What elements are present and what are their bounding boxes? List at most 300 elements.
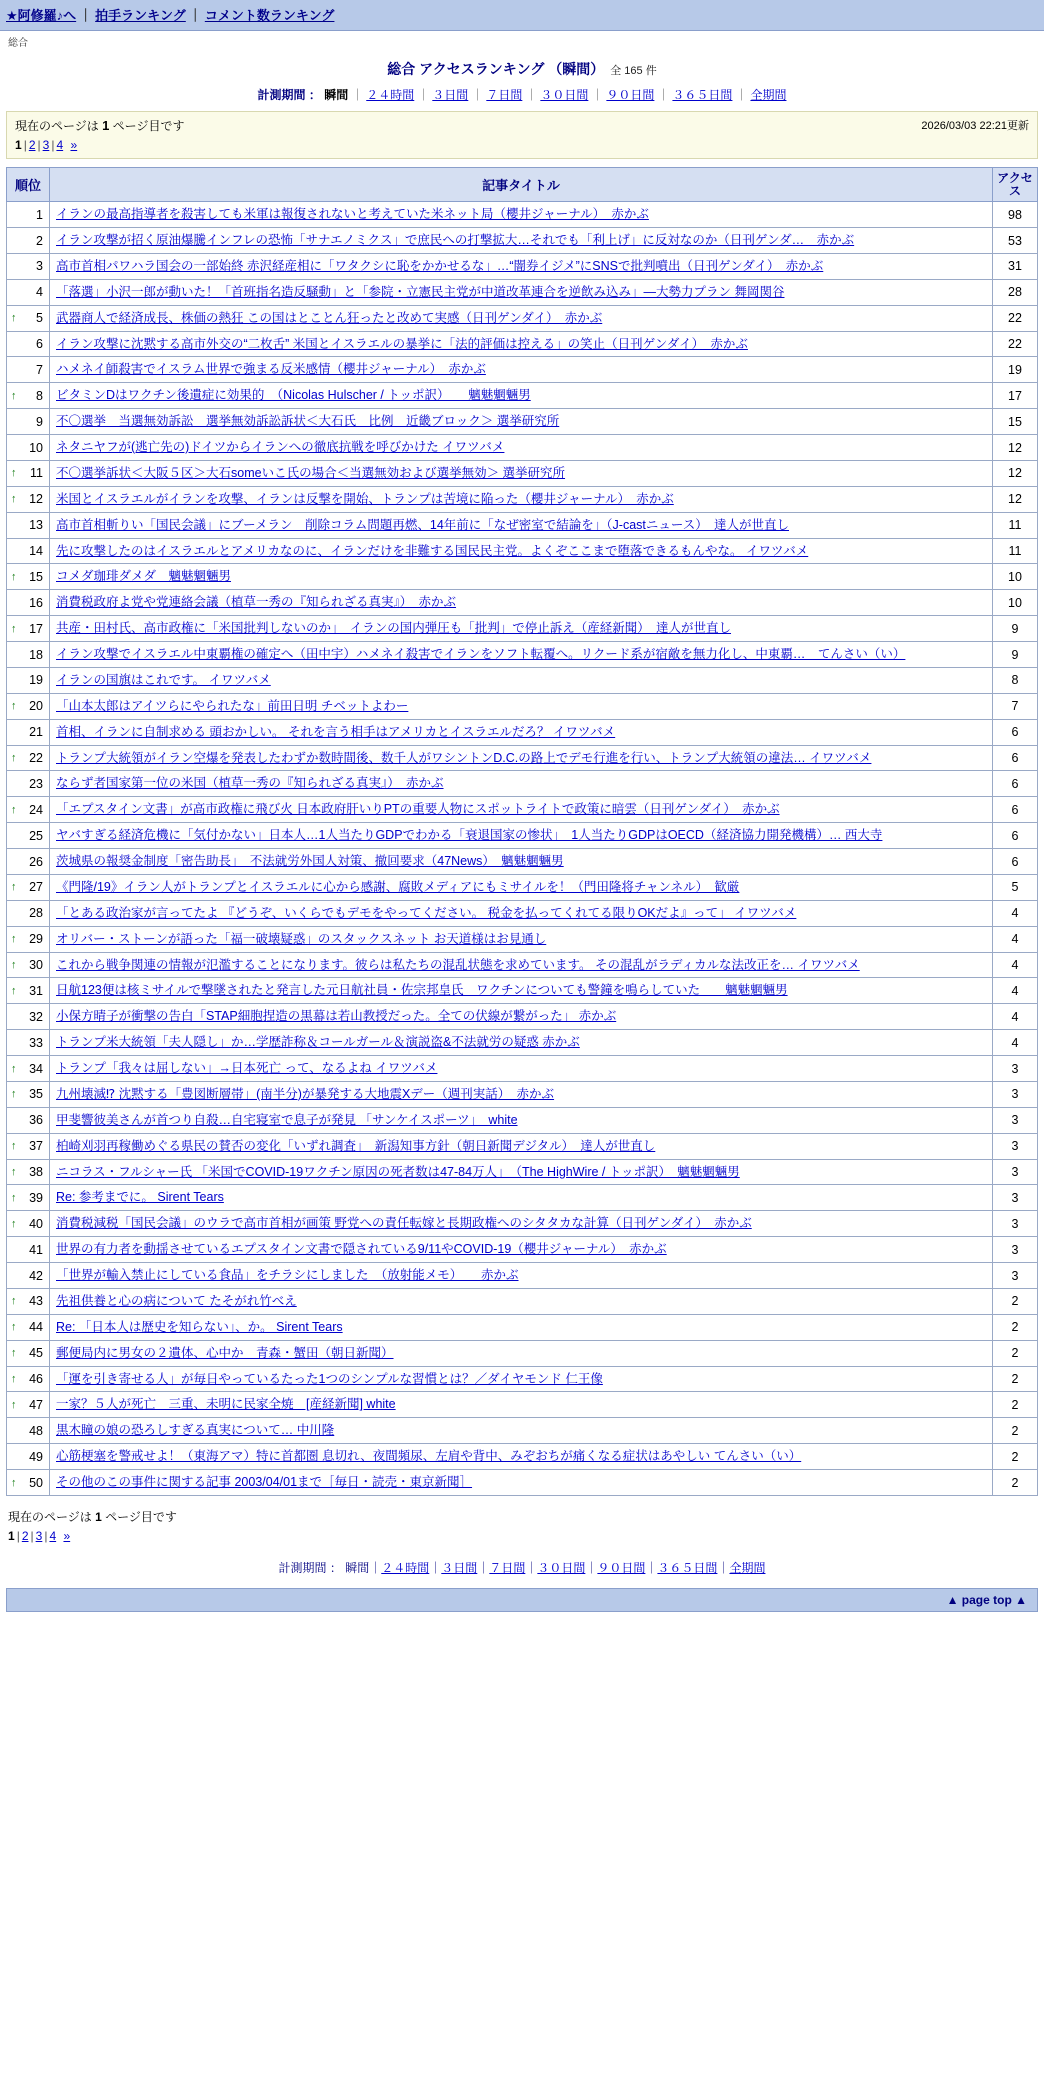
rank-cell <box>7 460 50 486</box>
period-option-all-bottom[interactable]: 全期間 <box>729 1560 766 1575</box>
access-count-cell: 22 <box>993 331 1038 357</box>
page-title-text: 総合 アクセスランキング （瞬間） <box>387 61 605 77</box>
period-option-3d-bottom[interactable]: ３日間 <box>441 1560 478 1575</box>
article-title-link[interactable]: 高市首相パワハラ国会の一部始終 赤沢経産相に「ワタクシに恥をかかせるな」…“闇券イジメ”にSNSで批判噴出（日刊ゲンダイ） 赤かぶ <box>56 258 824 273</box>
period-option-90d-top[interactable]: ９０日間 <box>606 88 655 102</box>
access-count-cell: 6 <box>993 719 1038 745</box>
rank-up-arrow-icon: ↑ <box>11 1295 17 1308</box>
article-title-link[interactable]: 黒木瞳の娘の恐ろしすぎる真実について… 中川隆 <box>56 1423 335 1438</box>
rank-number: 4 <box>36 285 43 300</box>
rank-up-arrow-icon: ↑ <box>11 984 17 997</box>
page-status-box-top <box>6 111 1038 159</box>
rank-cell <box>7 1418 50 1444</box>
article-title-link[interactable]: ニコラス・フルシャー氏 「米国でCOVID-19ワクチン原因の死者数は47-84万人」 （The HighWire / トッポ訳） 魑魅魍魎男 <box>56 1164 740 1179</box>
rank-cell <box>7 1444 50 1470</box>
rank-up-arrow-icon: ↑ <box>11 881 17 894</box>
rank-cell <box>7 1056 50 1082</box>
access-count-cell: 2 <box>993 1340 1038 1366</box>
rank-number: 38 <box>29 1165 43 1179</box>
title-cell <box>50 797 993 823</box>
period-option-90d-bottom[interactable]: ９０日間 <box>597 1560 646 1575</box>
page-title <box>0 59 1044 79</box>
article-title-link[interactable]: 不〇選挙訴状＜大阪５区＞大石someいこ氏の場合＜当選無効および選挙無効＞ 選挙研究所 <box>56 465 566 480</box>
rank-number: 43 <box>29 1294 43 1309</box>
page-top-bar[interactable] <box>6 1588 1038 1612</box>
period-bar-t3: ｜ <box>471 88 484 102</box>
rank-up-arrow-icon: ↑ <box>11 959 17 971</box>
rank-cell <box>7 900 50 926</box>
article-title-link[interactable]: イランの国旗はこれです。 イワツバメ <box>56 672 271 687</box>
title-cell <box>50 745 993 771</box>
article-title-link[interactable]: 心筋梗塞を警戒せよ！（東海アマ）特に首都圏 息切れ、夜間頻尿、左肩や背中、みぞおちが痛くなる症状はあやしい てんさい（い） <box>56 1449 802 1464</box>
rank-up-arrow-icon: ↑ <box>11 1088 17 1101</box>
table-row <box>7 564 1038 590</box>
article-title-link[interactable]: 不〇選挙 当選無効訴訟 選挙無効訴訟訴状＜大石氏 比例 近畿ブロック＞ 選挙研究所 <box>56 414 560 429</box>
title-cell <box>50 719 993 745</box>
article-title-link[interactable]: 首相、イランに自制求める 頭おかしい。 それを言う相手はアメリカとイスラエルだろ？ イワツバメ <box>56 724 616 739</box>
article-title-link[interactable]: イラン攻撃でイスラエル中東覇権の確定へ（田中宇）ハメネイ殺害でイランをソフト転覆へ。リクード系が宿敵を無力化し、中東覇… てんさい（い） <box>56 647 906 662</box>
article-title-link[interactable]: 九州壊滅⁉ 沈黙する「豊図断層帯」(南半分)が暴発する大地震Xデー（週刊実話） 赤かぶ <box>56 1086 555 1101</box>
rank-number: 46 <box>29 1372 43 1386</box>
rank-cell <box>7 1133 50 1159</box>
rank-number: 14 <box>29 544 43 558</box>
access-count-cell: 2 <box>993 1392 1038 1418</box>
article-title-link[interactable]: これから戦争関連の情報が氾濫することになります。彼らは私たちの混乱状態を求めています。 その混乱がラディカルな法改正を… イワツバメ <box>56 957 860 972</box>
rank-number: 45 <box>29 1346 43 1361</box>
rank-up-arrow-icon: ↑ <box>11 1166 17 1178</box>
title-cell <box>50 900 993 926</box>
rank-cell <box>7 1340 50 1366</box>
title-cell <box>50 1030 993 1056</box>
total-count: 全 165 件 <box>610 65 657 77</box>
article-title-link[interactable]: 甲斐響彼美さんが首つり自殺…自宅寝室で息子が発見 「サンケイスポーツ」 white <box>56 1112 518 1127</box>
current-page-suffix-top: ページ目です <box>109 119 185 133</box>
period-label-top: 計測期間 ： <box>257 88 321 102</box>
title-cell <box>50 435 993 461</box>
rank-number: 30 <box>29 958 43 972</box>
rank-cell <box>7 590 50 616</box>
nav-link-asyura[interactable]: ★阿修羅♪へ <box>6 8 77 23</box>
access-count-cell: 3 <box>993 1159 1038 1185</box>
rank-cell <box>7 849 50 875</box>
table-row <box>7 357 1038 383</box>
access-count-cell: 8 <box>993 667 1038 693</box>
nav-link-comment-ranking[interactable]: コメント数ランキング <box>204 8 335 23</box>
rank-number: 2 <box>36 233 43 248</box>
access-count-cell: 9 <box>993 616 1038 642</box>
pager-page-2-bottom[interactable]: 2 <box>21 1528 29 1543</box>
period-option-3d-top[interactable]: ３日間 <box>432 88 469 102</box>
period-bar-t2: ｜ <box>417 88 430 102</box>
title-cell <box>50 952 993 978</box>
table-row <box>7 460 1038 486</box>
article-title-link[interactable]: オリバー・ストーンが語った「福一破壊疑惑」のスタックスネット お天道様はお見通し <box>56 931 547 946</box>
rank-cell <box>7 1470 50 1496</box>
article-title-link[interactable]: 消費税減税「国民会議」のウラで高市首相が画策 野党への責任転嫁と長期政権へのシタタカな計算（日刊ゲンダイ） 赤かぶ <box>56 1216 752 1231</box>
access-count-cell: 3 <box>993 1081 1038 1107</box>
table-row <box>7 874 1038 900</box>
access-count-cell: 12 <box>993 435 1038 461</box>
article-title-link[interactable]: 「とある政治家が言ってたよ 『どうぞ、いくらでもデモをやってください。 税金を払ってくれてる限りOKだよ』って」 イワツバメ <box>56 905 797 920</box>
rank-number: 20 <box>29 699 43 714</box>
rank-number: 17 <box>29 621 43 636</box>
rank-up-arrow-icon: ↑ <box>11 570 17 583</box>
pager-bottom <box>8 1529 1036 1543</box>
access-count-cell: 2 <box>993 1366 1038 1392</box>
article-title-link[interactable]: 先に攻撃したのはイスラエルとアメリカなのに、イランだけを非難する国民民主党。よくぞここまで堕落できるもんやな。 イワツバメ <box>56 543 809 558</box>
period-selector-bottom <box>0 1559 1044 1576</box>
title-cell <box>50 357 993 383</box>
title-cell <box>50 1392 993 1418</box>
title-cell <box>50 823 993 849</box>
rank-up-arrow-icon: ↑ <box>11 700 17 713</box>
access-count-cell: 11 <box>993 512 1038 538</box>
rank-number: 22 <box>29 751 43 765</box>
article-title-link[interactable]: ビタミンDはワクチン後遺症に効果的 （Nicolas Hulscher / トッポ訳） 魑魅魍魎男 <box>56 388 531 403</box>
period-option-all-top[interactable]: 全期間 <box>750 88 787 102</box>
nav-separator-2: ｜ <box>188 8 202 23</box>
table-row <box>7 331 1038 357</box>
rank-number: 39 <box>29 1190 43 1205</box>
article-title-link[interactable]: 武器商人で経済成長、株価の熱狂 この国はとことん狂ったと改めて実感（日刊ゲンダイ） 赤かぶ <box>56 310 603 325</box>
rank-cell <box>7 1081 50 1107</box>
rank-cell <box>7 538 50 564</box>
current-page-prefix-bottom: 現在のページは <box>8 1509 96 1524</box>
article-title-link[interactable]: 米国とイスラエルがイランを攻撃、イランは反撃を開始、トランプは苦境に陥った（櫻井ジャーナル） 赤かぶ <box>56 491 674 506</box>
title-cell <box>50 1159 993 1185</box>
pager-next-top[interactable]: » <box>70 138 78 152</box>
nav-separator-1: ｜ <box>79 8 93 23</box>
rank-number: 3 <box>36 259 43 274</box>
rank-number: 50 <box>29 1475 43 1490</box>
access-count-cell: 2 <box>993 1288 1038 1314</box>
access-count-cell: 6 <box>993 745 1038 771</box>
period-bar-b7: ｜ <box>717 1560 730 1575</box>
article-title-link[interactable]: ネタニヤフが(逃亡先の)ドイツからイランへの徹底抗戦を呼びかけた イワツバメ <box>56 440 505 455</box>
article-title-link[interactable]: イランの最高指導者を殺害しても米軍は報復されないと考えていた米ネット局（櫻井ジャーナル） 赤かぶ <box>56 207 649 222</box>
rank-cell <box>7 797 50 823</box>
title-cell <box>50 1470 993 1496</box>
title-cell <box>50 642 993 668</box>
period-bar-b4: ｜ <box>525 1560 538 1575</box>
access-count-cell: 10 <box>993 564 1038 590</box>
title-cell <box>50 1211 993 1237</box>
access-count-cell: 19 <box>993 357 1038 383</box>
table-row <box>7 1470 1038 1496</box>
article-title-link[interactable]: 先祖供養と心の病について たそがれ竹べえ <box>56 1293 297 1308</box>
rank-cell <box>7 642 50 668</box>
table-row <box>7 202 1038 228</box>
rank-number: 23 <box>29 776 43 791</box>
rank-number: 9 <box>36 414 43 429</box>
title-cell <box>50 1340 993 1366</box>
table-row <box>7 616 1038 642</box>
rank-up-arrow-icon: ↑ <box>11 1398 17 1411</box>
period-bar-t1: ｜ <box>351 88 364 102</box>
pager-page-4-top[interactable]: 4 <box>56 138 64 152</box>
rank-number: 41 <box>29 1242 43 1257</box>
access-count-cell: 5 <box>993 874 1038 900</box>
article-title-link[interactable]: ハメネイ師殺害でイスラム世界で強まる反米感情（櫻井ジャーナル） 赤かぶ <box>56 362 486 377</box>
rank-up-arrow-icon: ↑ <box>11 1062 17 1075</box>
table-row <box>7 1211 1038 1237</box>
article-title-link[interactable]: ならず者国家第一位の米国（植草一秀の『知られざる真実』） 赤かぶ <box>56 776 444 791</box>
article-title-link[interactable]: 一家？５人が死亡 三重、未明に民家全焼 [産経新聞] white <box>56 1397 396 1412</box>
access-count-cell: 53 <box>993 228 1038 254</box>
period-bar-t7: ｜ <box>735 88 748 102</box>
table-row <box>7 486 1038 512</box>
period-bar-b6: ｜ <box>645 1560 658 1575</box>
rank-up-arrow-icon: ↑ <box>11 803 17 816</box>
pager-bar-t1: | <box>23 138 27 152</box>
access-count-cell: 2 <box>993 1444 1038 1470</box>
period-option-24h-bottom[interactable]: ２４時間 <box>381 1560 430 1575</box>
current-page-number-top: 1 <box>102 118 110 133</box>
title-cell <box>50 616 993 642</box>
table-row <box>7 952 1038 978</box>
rank-cell <box>7 1392 50 1418</box>
rank-cell <box>7 253 50 279</box>
rank-number: 6 <box>36 337 43 351</box>
rank-cell <box>7 1237 50 1263</box>
period-bar-b3: ｜ <box>477 1560 490 1575</box>
period-option-30d-bottom[interactable]: ３０日間 <box>537 1560 586 1575</box>
title-cell <box>50 460 993 486</box>
pager-bar-b3: | <box>44 1528 48 1543</box>
article-title-link[interactable]: 日航123便は核ミサイルで撃墜されたと発言した元日航社員・佐宗邦皇氏 ワクチンについても警鐘を鳴らしていた 魑魅魍魎男 <box>56 983 788 998</box>
article-title-link[interactable]: 茨城県の報奨金制度「密告助長」 不法就労外国人対策、撤回要求（47News） 魑魅魍魎男 <box>56 854 564 869</box>
rank-cell <box>7 1263 50 1289</box>
table-row <box>7 900 1038 926</box>
table-row <box>7 279 1038 305</box>
period-option-7d-bottom[interactable]: ７日間 <box>489 1560 526 1575</box>
table-row <box>7 1288 1038 1314</box>
table-row <box>7 719 1038 745</box>
table-row <box>7 1004 1038 1030</box>
access-count-cell: 7 <box>993 693 1038 719</box>
access-count-cell: 4 <box>993 1004 1038 1030</box>
rank-number: 29 <box>29 932 43 947</box>
rank-number: 12 <box>29 492 43 507</box>
article-title-link[interactable]: トランプ米大統領「夫人隠し」か…学歴詐称＆コールガール＆演説盗&不法就労の疑惑 赤かぶ <box>56 1035 580 1050</box>
rank-cell <box>7 1314 50 1340</box>
rank-cell <box>7 952 50 978</box>
period-option-24h-top[interactable]: ２４時間 <box>366 88 415 102</box>
article-title-link[interactable]: Re: 「日本人は歴史を知らない」、か。 Sirent Tears <box>56 1319 343 1334</box>
pager-page-3-bottom[interactable]: 3 <box>35 1528 43 1543</box>
rank-number: 7 <box>36 362 43 377</box>
article-title-link[interactable]: ヤバすぎる経済危機に「気付かない」日本人…1人当たりGDPでわかる「衰退国家の惨状」 1人当たりGDPはOECD（経済協力開発機構）… 西大寺 <box>56 828 883 843</box>
article-title-link[interactable]: その他のこの事件に関する記事 2003/04/01まで［毎日・読売・東京新聞］ <box>56 1475 473 1490</box>
access-count-cell: 17 <box>993 383 1038 409</box>
pager-page-2-top[interactable]: 2 <box>28 138 36 152</box>
table-row <box>7 1314 1038 1340</box>
table-row <box>7 771 1038 797</box>
rank-cell <box>7 1185 50 1211</box>
rank-number: 33 <box>29 1035 43 1050</box>
rank-cell <box>7 1030 50 1056</box>
title-cell <box>50 202 993 228</box>
article-title-link[interactable]: 「世界が輸入禁止にしている食品」をチラシにしました （放射能メモ） 赤かぶ <box>56 1268 519 1283</box>
access-count-cell: 2 <box>993 1418 1038 1444</box>
table-row <box>7 305 1038 331</box>
title-cell <box>50 1056 993 1082</box>
article-title-link[interactable]: 共産・田村氏、高市政権に「米国批判しないのか」 イランの国内弾圧も「批判」で停止訴え（産経新聞） 達人が世直し <box>56 621 732 636</box>
rank-number: 27 <box>29 880 43 895</box>
rank-number: 36 <box>29 1113 43 1128</box>
rank-cell <box>7 771 50 797</box>
title-cell <box>50 1107 993 1133</box>
rank-number: 31 <box>29 983 43 998</box>
title-cell <box>50 590 993 616</box>
pager-page-3-top[interactable]: 3 <box>42 138 50 152</box>
access-count-cell: 12 <box>993 486 1038 512</box>
article-title-link[interactable]: トランプ「我々は屈しない」→日本死亡 って、なるよね イワツバメ <box>56 1061 438 1076</box>
rank-up-arrow-icon: ↑ <box>11 752 17 764</box>
period-current-top: 瞬間 <box>324 88 349 102</box>
period-option-365d-bottom[interactable]: ３６５日間 <box>657 1560 718 1575</box>
rank-cell <box>7 305 50 331</box>
period-bar-b2: ｜ <box>429 1560 442 1575</box>
article-title-link[interactable]: イラン攻撃に沈黙する高市外交の“二枚舌” 米国とイスラエルの暴挙に「法的評価は控える」の笑止（日刊ゲンダイ） 赤かぶ <box>56 336 748 351</box>
rank-number: 32 <box>29 1009 43 1024</box>
title-cell <box>50 538 993 564</box>
table-row <box>7 1056 1038 1082</box>
title-cell <box>50 1004 993 1030</box>
article-title-link[interactable]: 「運を引き寄せる人」が毎日やっているたった1つのシンプルな習慣とは？／ダイヤモンド 仁王像 <box>56 1371 603 1386</box>
rank-cell <box>7 409 50 435</box>
rank-number: 49 <box>29 1449 43 1464</box>
rank-number: 40 <box>29 1216 43 1231</box>
rank-cell <box>7 331 50 357</box>
pager-bar-b1: | <box>16 1528 20 1543</box>
rank-number: 47 <box>29 1397 43 1412</box>
table-row <box>7 1185 1038 1211</box>
title-cell <box>50 1185 993 1211</box>
rank-cell <box>7 435 50 461</box>
article-title-link[interactable]: 高市首相斬りい「国民会議」にブーメラン 削除コラム問題再燃、14年前に「なぜ密室で結論を」（J-castニュース） 達人が世直し <box>56 517 789 532</box>
rank-number: 42 <box>29 1268 43 1283</box>
access-count-cell: 4 <box>993 978 1038 1004</box>
title-cell <box>50 512 993 538</box>
access-count-cell: 3 <box>993 1056 1038 1082</box>
article-title-link[interactable]: 小保方晴子が衝撃の告白「STAP細胞捏造の黒幕は若山教授だった。全ての伏線が繋がった」 赤かぶ <box>56 1009 617 1024</box>
table-row <box>7 1133 1038 1159</box>
article-title-link[interactable]: 郵便局内に男女の２遺体、心中か 青森・蟹田（朝日新聞） <box>56 1345 394 1360</box>
period-bar-b1: ｜ <box>369 1560 382 1575</box>
rank-cell <box>7 228 50 254</box>
title-cell <box>50 1133 993 1159</box>
article-title-link[interactable]: Re: 参考までに。 Sirent Tears <box>56 1190 224 1205</box>
article-title-link[interactable]: 「エプスタイン文書」が高市政権に飛び火 日本政府肝いりPTの重要人物にスポットライトで政策に暗雲（日刊ゲンダイ） 赤かぶ <box>56 802 780 817</box>
rank-number: 18 <box>29 647 43 662</box>
table-row <box>7 667 1038 693</box>
access-count-cell: 4 <box>993 952 1038 978</box>
rank-up-arrow-icon: ↑ <box>11 1217 17 1230</box>
article-title-link[interactable]: 「落選」小沢一郎が動いた！「首班指名造反騒動」と「参院・立憲民主党が中道改革連合を逆飲み込み」―大勢力プラン 舞岡関谷 <box>56 284 785 299</box>
period-selector-top <box>0 86 1044 103</box>
period-option-7d-top[interactable]: ７日間 <box>486 88 523 102</box>
title-cell <box>50 874 993 900</box>
ranking-table-body <box>7 202 1038 1496</box>
title-cell <box>50 849 993 875</box>
rank-up-arrow-icon: ↑ <box>11 933 17 946</box>
article-title-link[interactable]: 《門隆/19》イラン人がトランプとイスラエルに心から感謝、腐敗メディアにもミサイルを！（門田隆将チャンネル） 歓厳 <box>56 879 740 894</box>
access-count-cell: 22 <box>993 305 1038 331</box>
rank-number: 16 <box>29 595 43 610</box>
title-cell <box>50 279 993 305</box>
period-option-365d-top[interactable]: ３６５日間 <box>672 88 733 102</box>
rank-cell <box>7 926 50 952</box>
title-cell <box>50 331 993 357</box>
table-header-row <box>7 168 1038 202</box>
access-count-cell: 3 <box>993 1107 1038 1133</box>
article-title-link[interactable]: コメダ珈琲ダメダ 魑魅魍魎男 <box>56 569 232 584</box>
article-title-link[interactable]: 「山本太郎はアイツらにやられたな」前田日明 チベットよわー <box>56 698 409 713</box>
pager-bar-t3: | <box>51 138 55 152</box>
rank-number: 11 <box>30 466 43 481</box>
page-status-box-bottom <box>6 1504 1038 1547</box>
pager-page-1-top: 1 <box>15 138 22 152</box>
rank-up-arrow-icon: ↑ <box>11 1347 17 1360</box>
rank-cell <box>7 978 50 1004</box>
access-count-cell: 28 <box>993 279 1038 305</box>
access-count-cell: 3 <box>993 1263 1038 1289</box>
access-count-cell: 4 <box>993 900 1038 926</box>
table-row <box>7 1366 1038 1392</box>
pager-page-4-bottom[interactable]: 4 <box>49 1528 57 1543</box>
rank-cell <box>7 1004 50 1030</box>
period-option-30d-top[interactable]: ３０日間 <box>540 88 589 102</box>
rank-number: 44 <box>29 1320 43 1335</box>
article-title-link[interactable]: 消費税政府よ党や党連絡会議（植草一秀の『知られざる真実』） 赤かぶ <box>56 595 457 610</box>
table-row <box>7 693 1038 719</box>
article-title-link[interactable]: 柏崎刈羽再稼働めぐる県民の賛否の変化「いずれ調査」 新潟知事方針（朝日新聞デジタル） 達人が世直し <box>56 1138 656 1153</box>
rank-number: 13 <box>29 518 43 533</box>
title-cell <box>50 693 993 719</box>
title-cell <box>50 1418 993 1444</box>
table-row <box>7 228 1038 254</box>
rank-cell <box>7 1211 50 1237</box>
pager-next-bottom[interactable]: » <box>63 1528 71 1543</box>
rank-up-arrow-icon: ↑ <box>11 389 17 402</box>
page-top-link[interactable]: ▲ page top ▲ <box>946 1592 1027 1607</box>
rank-cell <box>7 1159 50 1185</box>
current-page-number-bottom: 1 <box>95 1509 102 1524</box>
current-page-suffix-bottom: ページ目です <box>101 1509 177 1524</box>
article-title-link[interactable]: 世界の有力者を動揺させているエプスタイン文書で隠されている9/11やCOVID-19（櫻井ジャーナル） 赤かぶ <box>56 1242 667 1257</box>
table-row <box>7 1081 1038 1107</box>
article-title-link[interactable]: イラン攻撃が招く原油爆騰インフレの恐怖「サナエノミクス」で庶民への打撃拡大…それでも「利上げ」に反対なのか（日刊ゲンダ… 赤かぶ <box>56 233 855 248</box>
rank-cell <box>7 1366 50 1392</box>
table-row <box>7 978 1038 1004</box>
nav-link-applause-ranking[interactable]: 拍手ランキング <box>95 8 186 23</box>
access-count-cell: 4 <box>993 926 1038 952</box>
access-count-cell: 11 <box>993 538 1038 564</box>
access-count-cell: 4 <box>993 1030 1038 1056</box>
rank-number: 35 <box>29 1087 43 1102</box>
access-count-cell: 3 <box>993 1133 1038 1159</box>
rank-number: 25 <box>29 828 43 843</box>
rank-number: 5 <box>36 311 43 326</box>
article-title-link[interactable]: トランプ大統領がイラン空爆を発表したわずか数時間後、数千人がワシントンD.C.の路上でデモ行進を行い、トランプ大統領の違法… イワツバメ <box>56 750 872 765</box>
rank-up-arrow-icon: ↑ <box>11 1373 17 1385</box>
title-cell <box>50 305 993 331</box>
period-bar-t4: ｜ <box>525 88 538 102</box>
period-current-bottom: 瞬間 <box>345 1560 370 1575</box>
rank-number: 37 <box>29 1139 43 1154</box>
access-count-cell: 6 <box>993 771 1038 797</box>
